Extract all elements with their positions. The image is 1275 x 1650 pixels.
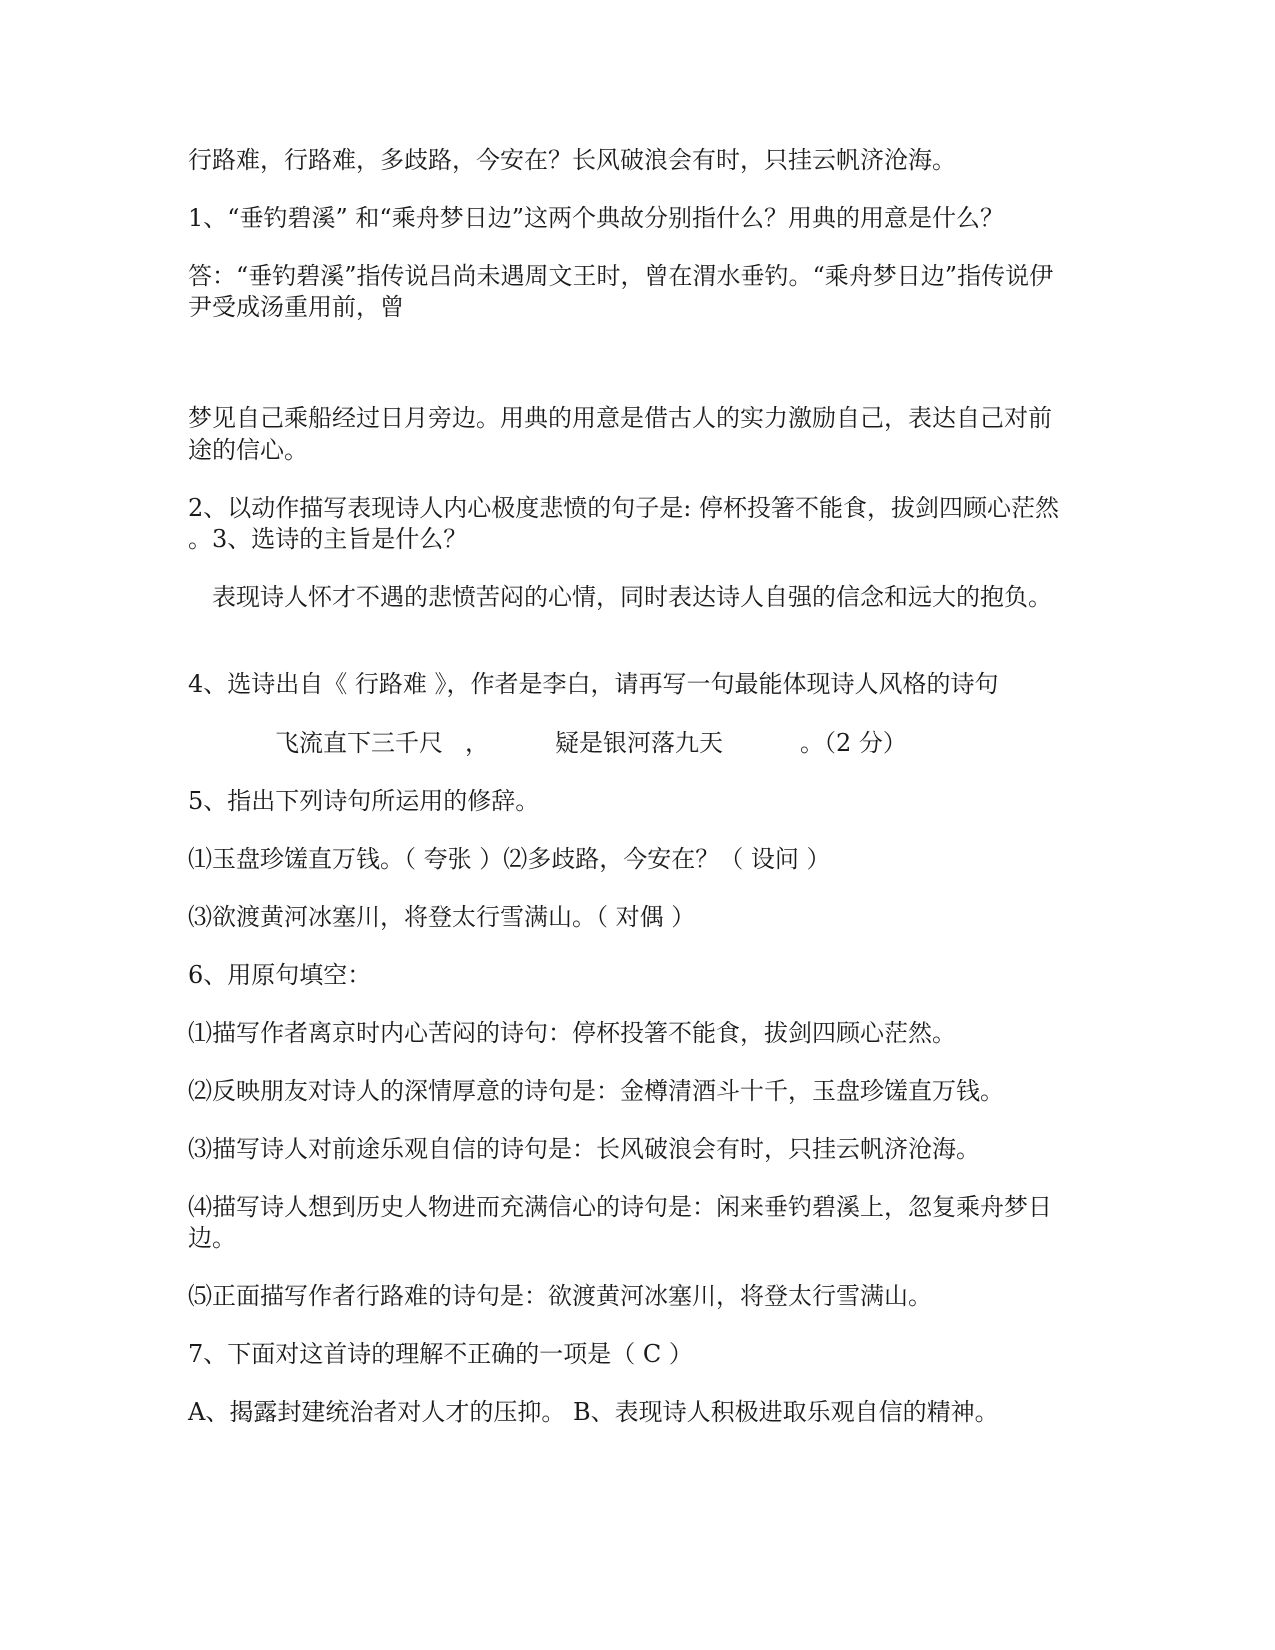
question-5-item-3: ⑶欲渡黄河冰塞川，将登太行雪满山。（ 对偶 ）	[188, 903, 696, 931]
question-7-options-a-b: A、揭露封建统治者对人才的压抑。 B、表现诗人积极进取乐观自信的精神。	[188, 1398, 999, 1426]
question-5: 5、指出下列诗句所运用的修辞。	[188, 787, 540, 815]
question-4: 4、选诗出自《 行路难 》，作者是李白，请再写一句最能体现诗人风格的诗句	[188, 670, 999, 698]
question-6-item-4-line-2: 边。	[188, 1224, 236, 1252]
answer-blank-2: 疑是银河落九天	[555, 729, 723, 757]
question-6-item-5: ⑸正面描写作者行路难的诗句是：欲渡黄河冰塞川，将登太行雪满山。	[188, 1282, 932, 1310]
question-6-item-2: ⑵反映朋友对诗人的深情厚意的诗句是：金樽清酒斗十千，玉盘珍馐直万钱。	[188, 1077, 1004, 1105]
question-4-answer	[275, 726, 907, 760]
answer-blank-1: 飞流直下三千尺	[275, 729, 443, 757]
question-2-line-2: 。3、选诗的主旨是什么？	[188, 525, 468, 553]
poem-line: 行路难，行路难，多歧路，今安在？长风破浪会有时，只挂云帆济沧海。	[188, 146, 956, 174]
question-7: 7、下面对这首诗的理解不正确的一项是（ C ）	[188, 1340, 693, 1368]
answer-1-line-1: 答：“垂钓碧溪”指传说吕尚未遇周文王时，曾在渭水垂钓。“乘舟梦日边”指传说伊	[188, 262, 1054, 290]
question-6-item-4-line-1: ⑷描写诗人想到历史人物进而充满信心的诗句是：闲来垂钓碧溪上，忽复乘舟梦日	[188, 1193, 1052, 1221]
question-5-items-1-2: ⑴玉盘珍馐直万钱。（ 夸张 ）⑵多歧路，今安在？（ 设问 ）	[188, 845, 831, 873]
answer-1-line-3: 梦见自己乘船经过日月旁边。用典的用意是借古人的实力激励自己，表达自己对前	[188, 404, 1052, 432]
answer-1-line-2: 尹受成汤重用前，曾	[188, 293, 404, 321]
answer-3: 表现诗人怀才不遇的悲愤苦闷的心情，同时表达诗人自强的信念和远大的抱负。	[212, 583, 1052, 611]
score-note: 。（2 分）	[800, 729, 907, 757]
question-2-line-1: 2、以动作描写表现诗人内心极度悲愤的句子是: 停杯投箸不能食，拔剑四顾心茫然	[188, 494, 1059, 522]
answer-comma: ，	[465, 729, 489, 757]
question-6-item-1: ⑴描写作者离京时内心苦闷的诗句：停杯投箸不能食，拔剑四顾心茫然。	[188, 1019, 956, 1047]
question-6: 6、用原句填空：	[188, 961, 372, 989]
question-6-item-3: ⑶描写诗人对前途乐观自信的诗句是：长风破浪会有时，只挂云帆济沧海。	[188, 1135, 980, 1163]
answer-1-line-4: 途的信心。	[188, 436, 308, 464]
question-1: 1、“垂钓碧溪” 和“乘舟梦日边”这两个典故分别指什么？用典的用意是什么？	[188, 204, 1004, 232]
